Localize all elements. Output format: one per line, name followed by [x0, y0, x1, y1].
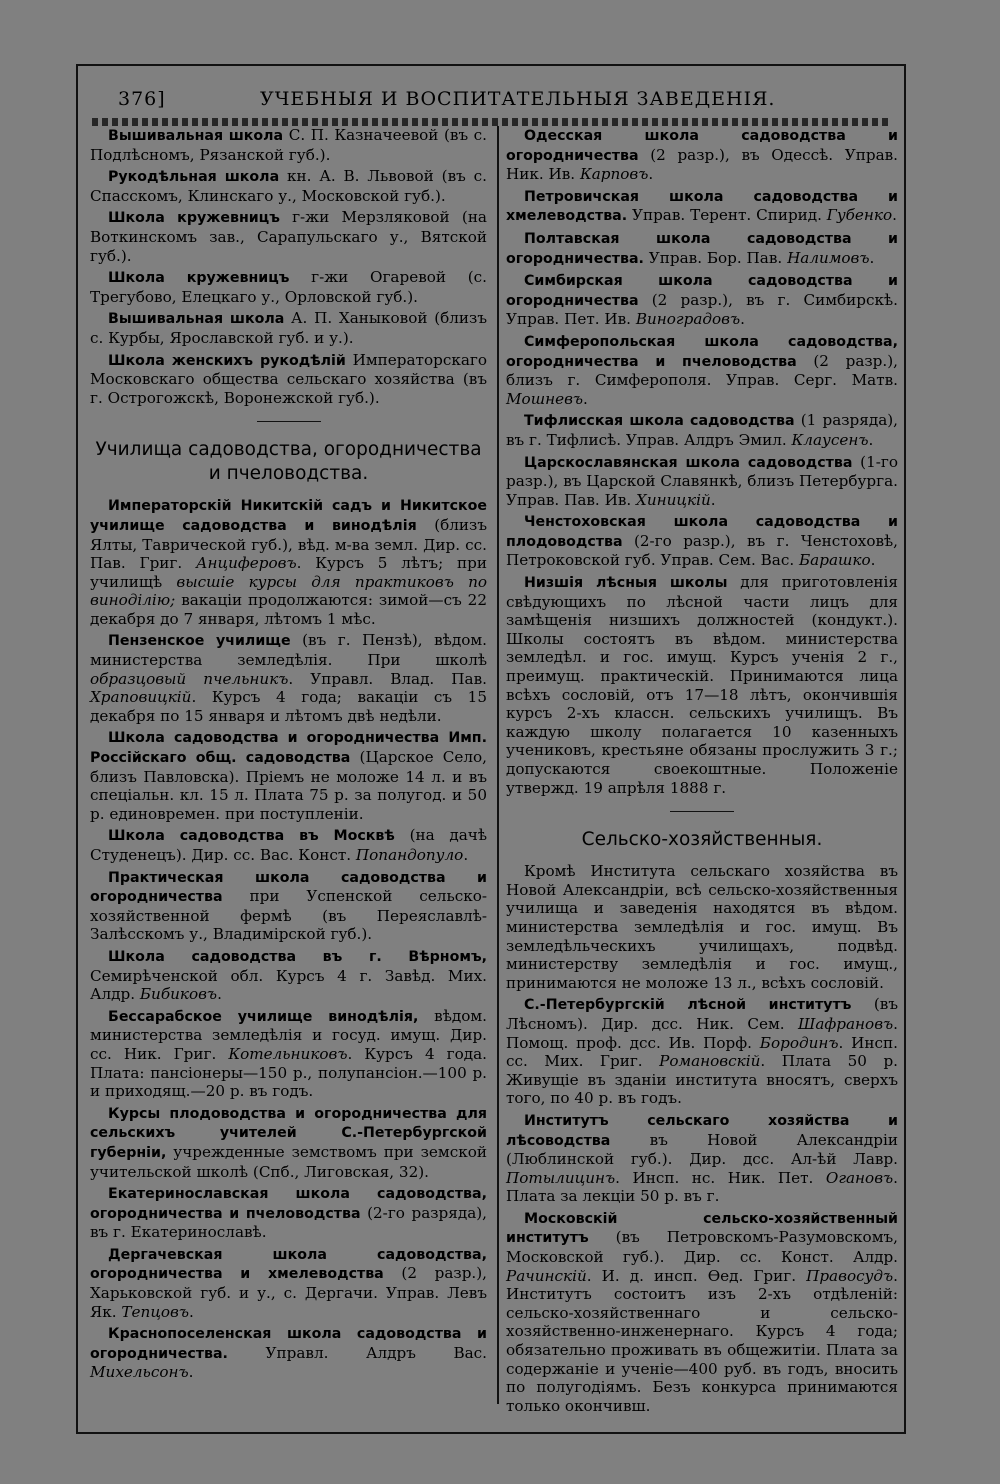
entry-heading: Ченстоховская школа садоводства и плодоводства	[506, 514, 898, 550]
entry-name: Карповъ	[579, 165, 649, 184]
column-divider	[497, 126, 499, 1404]
entry-text: .	[870, 551, 876, 570]
entry-text: . Институтъ состоитъ изъ 2-хъ отдѣленій: сельско-хозяйственнаго и сельско-хозяйственно-инженернаго. Курсъ 4 года; обязательно проживать въ общежитіи. Плата за содержаніе и ученіе—400 руб. въ годъ, вносить по полугодіямъ. Безъ конкурса принимаются только окончивш.	[506, 1266, 898, 1415]
entry-text: кн. А. В. Львовой (въ с. Спасскомъ, Клинскаго у., Московской губ.).	[90, 167, 487, 205]
entry-name: Шафрановъ	[798, 1014, 894, 1033]
section-title: Сельско-хозяйственныя.	[581, 829, 823, 851]
entry-heading: Полтавская школа садоводства и огородничества.	[506, 230, 898, 267]
entry	[506, 573, 898, 797]
entry	[506, 1209, 898, 1416]
entry-heading: Школа садоводства и огородничества Имп. Россійскаго общ. садоводства	[90, 730, 487, 767]
entry-name: Барашко	[799, 551, 871, 570]
entry-heading: Школа кружевницъ	[108, 210, 280, 227]
entry-heading: Екатеринославская школа садоводства, огородничества и пчеловодства	[90, 1186, 487, 1222]
entry-text: . Плата за лекціи 50 р. въ г.	[506, 1168, 898, 1206]
entry-text: (въ Лѣсномъ). Дир. дсс. Ник. Сем.	[506, 995, 898, 1033]
entry-text: . Управл. Влад. Пав.	[288, 669, 487, 688]
entry	[90, 1324, 487, 1382]
page-header	[118, 88, 898, 116]
entry-name: Романовскій	[659, 1052, 761, 1071]
entry-text: .	[869, 248, 875, 267]
entry-text: . И. д. инсп. Ѳед. Григ.	[586, 1266, 807, 1285]
entry	[506, 995, 898, 1108]
entry-text: для приготовленія свѣдующихъ по лѣсной части лицъ для замѣщенія низшихъ должностей (кондукт.). Школы состоятъ въ вѣдом. министерства земледѣл. и гос. имущ. Курсъ ученія 2 г., преимущ. практическій. Принимаются лица всѣхъ сословій, отъ 17—18 лѣтъ, окончившія курсъ 2-хъ классн. сельскихъ училищъ. Въ каждую школу полагается 10 казенныхъ учениковъ, крестьяне обязаны прослужить 3 г.; допускаются своекоштные. Положеніе утвержд. 19 апрѣля 1888 г.	[506, 573, 898, 797]
entry-heading: Школа женскихъ рукодѣлій	[108, 352, 346, 369]
entry	[506, 512, 898, 570]
entry-text: г-жи Огаревой (с. Трегубово, Елецкаго у., Орловской губ.).	[90, 268, 487, 306]
entry-heading: Курсы плодоводства и огородничества для сельскихъ учителей С.-Петербургской губерніи,	[90, 1105, 487, 1161]
entry-text: Семирѣченской обл. Курсъ 4 г. Завѣд. Мих. Алдр.	[90, 966, 487, 1004]
entry-heading: С.-Петербургскій лѣсной институтъ	[524, 997, 852, 1014]
entry	[506, 271, 898, 329]
entry	[90, 1104, 487, 1181]
entry-heading: Школа садоводства въ г. Вѣрномъ,	[108, 948, 487, 965]
entry-text: (1 разряда), въ г. Тифлисѣ. Управ. Алдръ Эмил.	[506, 411, 898, 449]
entry-text: (въ г. Пензѣ), вѣдом. министерства земледѣлія. При школѣ	[90, 631, 487, 670]
entry-text: .	[868, 430, 874, 449]
entry-name: Клаусенъ	[791, 430, 869, 449]
entry	[506, 411, 898, 449]
entry-text: (2 разр.), въ Одессѣ. Управ. Ник. Ив.	[506, 145, 898, 184]
entry-text: Императорскаго Московскаго общества сельскаго хозяйства (въ г. Острогожскѣ, Воронежской губ.).	[90, 350, 487, 407]
entry	[90, 268, 487, 306]
entry	[506, 332, 898, 408]
entry-heading: Петровичская школа садоводства и хмелеводства.	[506, 188, 898, 225]
entry-name: Михельсонъ	[90, 1363, 189, 1382]
header-rule	[92, 118, 892, 126]
entry	[506, 1111, 898, 1206]
entry-text: при Успенской сельско-хозяйственной фермѣ (въ Переяславлѣ-Залѣсскомъ у., Владимірской губ.).	[90, 887, 487, 944]
entry-heading: Симбирская школа садоводства и огородничества	[506, 273, 898, 309]
section-intro: Кромѣ Института сельскаго хозяйства въ Новой Александріи, всѣ сельско-хозяйственныя училища и заведенія находятся въ вѣдом. министерства земледѣлія и гос. имущ. Въ земледѣльческихъ училищахъ, подвѣд. министерству земледѣлія и гос. имущ., принимаются не моложе 13 л., всѣхъ сословій.	[506, 862, 898, 992]
entry-text: вакаціи продолжаются: зимой—съ 22 декабря до 7 января, лѣтомъ 1 мѣс.	[90, 591, 487, 628]
entry-name: Мошневъ	[506, 389, 584, 408]
entry-text: Управ. Бор. Пав.	[643, 248, 788, 267]
entry	[90, 351, 487, 408]
entry-heading: Практическая школа садоводства и огородничества	[90, 869, 487, 906]
entry-heading: Царскославянская школа садоводства	[524, 454, 853, 471]
entry-name: Губенко	[826, 206, 893, 225]
entry-text: . Курсъ 4 года. Плата: пансіонеры—150 р., полупансіон.—100 р. и приходящ.—20 р. въ годъ.	[90, 1044, 487, 1101]
entry-heading: Школа садоводства въ Москвѣ	[108, 828, 395, 845]
entry-text: .	[583, 389, 588, 408]
entry-name: Огановъ	[825, 1168, 894, 1187]
entry	[90, 1245, 487, 1321]
entry-text: А. П. Ханыковой (близъ с. Курбы, Ярославской губ. и у.).	[90, 309, 487, 347]
entry-name: Правосудъ	[806, 1266, 894, 1285]
entry-text: . Курсъ 4 года; вакаціи съ 15 декабря по 15 января и лѣтомъ двѣ недѣли.	[90, 688, 487, 725]
entry	[90, 728, 487, 823]
entry	[90, 167, 487, 205]
entry	[90, 631, 487, 725]
entry-text: .	[189, 1302, 194, 1321]
entry-heading: Вышивальная школа	[108, 128, 284, 144]
entry-heading: Дергачевская школа садоводства, огородничества и хмелеводства	[90, 1246, 487, 1283]
entry-heading: Бессарабское училище винодѣлія,	[108, 1008, 419, 1025]
entry	[90, 947, 487, 1004]
entry-text: . Инсп. сс. Мих. Григ.	[506, 1033, 898, 1071]
entry-heading: Одесская школа садоводства и огородничества	[506, 128, 898, 164]
entry	[506, 453, 898, 510]
entry-text: . Помощ. проф. дсс. Ив. Порф.	[506, 1014, 898, 1052]
entry-heading: Рукодѣльная школа	[108, 169, 280, 186]
entry-heading: Институтъ сельскаго хозяйства и лѣсоводства	[506, 1112, 898, 1149]
page-number: 376]	[118, 88, 166, 110]
entry-heading: Императорскій Никитскій садъ и Никитское училище садоводства и винодѣлія	[90, 498, 487, 534]
entry-heading: Симферопольская школа садоводства, огородничества и пчеловодства	[506, 333, 898, 370]
entry-heading: Краснопоселенская школа садоводства и огородничества.	[90, 1326, 487, 1362]
entry-text: . Курсъ 5 лѣтъ; при училищѣ	[90, 554, 487, 591]
entry-text: (близъ Ялты, Таврической губ.), вѣд. м-ва земл. Дир. сс. Пав. Григ.	[90, 515, 487, 573]
entry	[506, 187, 898, 226]
entry-text: (1-го разр.), въ Царской Славянкѣ, близъ Петербурга. Управ. Пав. Ив.	[506, 452, 898, 509]
entry-text: Управл. Алдръ Вас.	[227, 1343, 487, 1362]
entry-heading: Тифлисская школа садоводства	[524, 413, 795, 430]
entry-text: . Инсп. нс. Ник. Пет.	[615, 1168, 826, 1187]
entry-heading: Низшія лѣсныя школы	[524, 575, 728, 592]
entry-name: Хиницкій	[636, 490, 711, 509]
entry-name: Котельниковъ	[228, 1044, 348, 1063]
entry	[90, 868, 487, 944]
entry-text: (2 разр.), въ г. Симбирскѣ. Управ. Пет. Ив.	[506, 290, 898, 329]
entry-text: учрежденные земствомъ при земской учительской школѣ (Спб., Лиговская, 32).	[90, 1142, 487, 1181]
left-column	[90, 126, 487, 1385]
entry-name: Храповицкій	[90, 688, 192, 707]
entry-name: Рачинскій	[506, 1266, 587, 1285]
entry-text: .	[740, 310, 745, 329]
entry	[90, 826, 487, 864]
entry-name: Бородинъ	[759, 1033, 839, 1052]
entry-text: . Плата 50 р. Живущіе въ зданіи института вносятъ, сверхъ того, по 40 р. въ годъ.	[506, 1052, 899, 1108]
entry-text: .	[892, 206, 897, 225]
entry	[90, 496, 487, 628]
entry-text: (2 разр.), Харьковской губ. и у., с. Дергачи. Управ. Левъ Як.	[90, 1264, 487, 1321]
section-title: Училища садоводства, огородничества и пчеловодства.	[95, 439, 482, 485]
entry-name: Виноградовъ	[635, 310, 741, 329]
entry	[90, 208, 487, 265]
entry-text: .	[648, 165, 654, 184]
right-column	[506, 126, 898, 1418]
entry-text: въ Новой Александріи (Люблинской губ.). Дир. дсс. Ал-ѣй Лавр.	[506, 1130, 898, 1169]
entry-heading: Московскій сельско-хозяйственный институтъ	[506, 1210, 898, 1247]
entry-text: .	[217, 985, 222, 1004]
entry-name: Налимовъ	[787, 248, 870, 267]
running-title: УЧЕБНЫЯ И ВОСПИТАТЕЛЬНЫЯ ЗАВЕДЕНІЯ.	[260, 88, 776, 110]
entry-text: (2-го разр.), въ г. Ченстоховѣ, Петроковской губ. Управ. Сем. Вас.	[506, 531, 898, 570]
entry-text: Управ. Терент. Спирид.	[627, 206, 827, 225]
entry-text: (2-го разряда), въ г. Екатеринославѣ.	[90, 1203, 487, 1242]
section-rule	[257, 421, 321, 422]
entry-name: образцовый пчельникъ	[90, 669, 289, 688]
entry-text: г-жи Мерзляковой (на Воткинскомъ зав., Сарапульскаго у., Вятской губ.).	[90, 208, 487, 265]
entry	[90, 309, 487, 347]
entry	[90, 1007, 487, 1101]
entry	[506, 229, 898, 268]
entry-text: .	[710, 490, 716, 509]
entry-heading: Вышивальная школа	[108, 311, 285, 328]
entry-text: (Царское Село, близъ Павловска). Пріемъ не моложе 14 л. и въ спеціальн. кл. 15 л. Плата 75 р. за полугод. и 50 р. единовремен. при поступленіи.	[90, 748, 487, 823]
entry-text: .	[463, 846, 469, 864]
entry-text: С. П. Казначеевой (въ с. Подлѣсномъ, Рязанской губ.).	[90, 126, 488, 164]
entry-text: вѣдом. министерства земледѣлія и госуд. имущ. Дир. сс. Ник. Григ.	[90, 1006, 487, 1063]
entry-heading: Школа кружевницъ	[108, 270, 290, 287]
entry-name: Попандопуло	[355, 846, 464, 864]
section-rule	[670, 811, 734, 812]
entry	[506, 126, 898, 184]
entry	[90, 126, 487, 164]
entry-heading: Пензенское училище	[108, 633, 291, 650]
entry	[90, 1184, 487, 1242]
entry-text: (въ Петровскомъ-Разумовскомъ, Московской губ.). Дир. сс. Конст. Алдр.	[506, 1228, 898, 1267]
entry-text: .	[188, 1363, 194, 1382]
entry-name: Потылицинъ	[506, 1168, 616, 1187]
entry-text: (на дачѣ Студенецъ). Дир. сс. Вас. Конст.	[90, 826, 487, 864]
entry-name: высшіе курсы для практиковъ по виноділію;	[90, 572, 487, 610]
entry-name: Анциферовъ	[196, 554, 297, 573]
entry-text: (2 разр.), близъ г. Симферополя. Управ. Серг. Матв.	[506, 351, 898, 390]
entry-name: Тепцовъ	[121, 1302, 190, 1321]
entry-name: Бибиковъ	[139, 985, 218, 1004]
